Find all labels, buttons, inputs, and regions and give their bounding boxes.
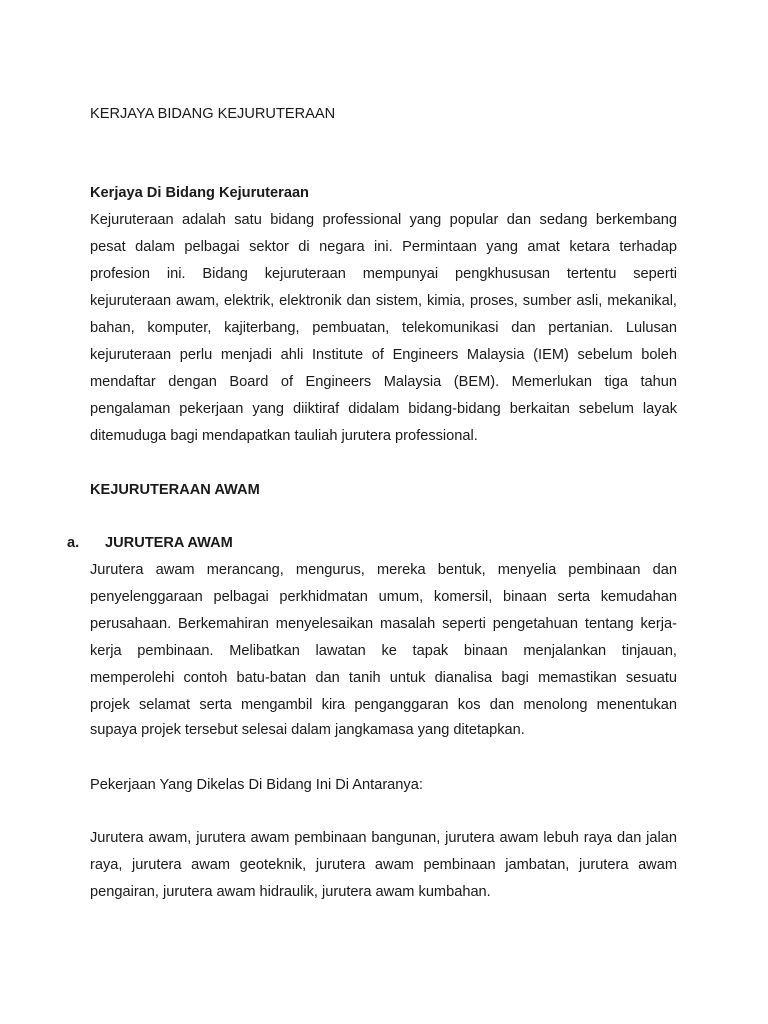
paragraph-line: pesat dalam pelbagai sektor di negara ini. Permintaan yang amat ketara terhadap xyxy=(90,239,677,255)
paragraph-line: kejuruteraan awam, elektrik, elektronik dan sistem, kimia, proses, sumber asli, mekanikal, xyxy=(90,293,677,309)
paragraph-line: ditemuduga bagi mendapatkan tauliah jurutera professional. xyxy=(90,428,478,444)
section-heading-kerjaya: Kerjaya Di Bidang Kejuruteraan xyxy=(90,185,309,201)
paragraph-line: kejuruteraan perlu menjadi ahli Institute of Engineers Malaysia (IEM) sebelum boleh xyxy=(90,347,677,363)
paragraph-line: supaya projek tersebut selesai dalam jangkamasa yang ditetapkan. xyxy=(90,722,525,738)
paragraph-line: bahan, komputer, kajiterbang, pembuatan, telekomunikasi dan pertanian. Lulusan xyxy=(90,320,677,336)
jobs-heading: Pekerjaan Yang Dikelas Di Bidang Ini Di Antaranya: xyxy=(90,777,423,793)
paragraph-line: projek selamat serta mengambil kira penganggaran kos dan menolong menentukan xyxy=(90,697,677,713)
section-heading-awam: KEJURUTERAAN AWAM xyxy=(90,482,260,498)
list-item-marker: a. xyxy=(67,535,80,551)
paragraph-line: memperolehi contoh batu-batan dan tanih untuk dianalisa bagi memastikan sesuatu xyxy=(90,670,677,686)
paragraph-line: profesion ini. Bidang kejuruteraan mempunyai pengkhususan tertentu seperti xyxy=(90,266,677,282)
document-title: KERJAYA BIDANG KEJURUTERAAN xyxy=(90,106,336,122)
paragraph-line: perusahaan. Berkemahiran menyelesaikan masalah seperti pengetahuan tentang kerja- xyxy=(90,616,677,632)
paragraph-line: pengairan, jurutera awam hidraulik, jurutera awam kumbahan. xyxy=(90,884,491,900)
paragraph-line: Jurutera awam, jurutera awam pembinaan bangunan, jurutera awam lebuh raya dan jalan xyxy=(90,830,677,846)
paragraph-line: mendaftar dengan Board of Engineers Malaysia (BEM). Memerlukan tiga tahun xyxy=(90,374,677,390)
paragraph-line: Kejuruteraan adalah satu bidang professional yang popular dan sedang berkembang xyxy=(90,212,677,228)
item-heading-jurutera-awam: JURUTERA AWAM xyxy=(105,535,233,551)
paragraph-line: penyelenggaraan pelbagai perkhidmatan umum, komersil, binaan serta kemudahan xyxy=(90,589,677,605)
paragraph-line: pengalaman pekerjaan yang diiktiraf didalam bidang-bidang berkaitan sebelum layak xyxy=(90,401,677,417)
paragraph-line: Jurutera awam merancang, mengurus, mereka bentuk, menyelia pembinaan dan xyxy=(90,562,677,578)
paragraph-line: kerja pembinaan. Melibatkan lawatan ke tapak binaan menjalankan tinjauan, xyxy=(90,643,677,659)
paragraph-line: raya, jurutera awam geoteknik, jurutera awam pembinaan jambatan, jurutera awam xyxy=(90,857,677,873)
